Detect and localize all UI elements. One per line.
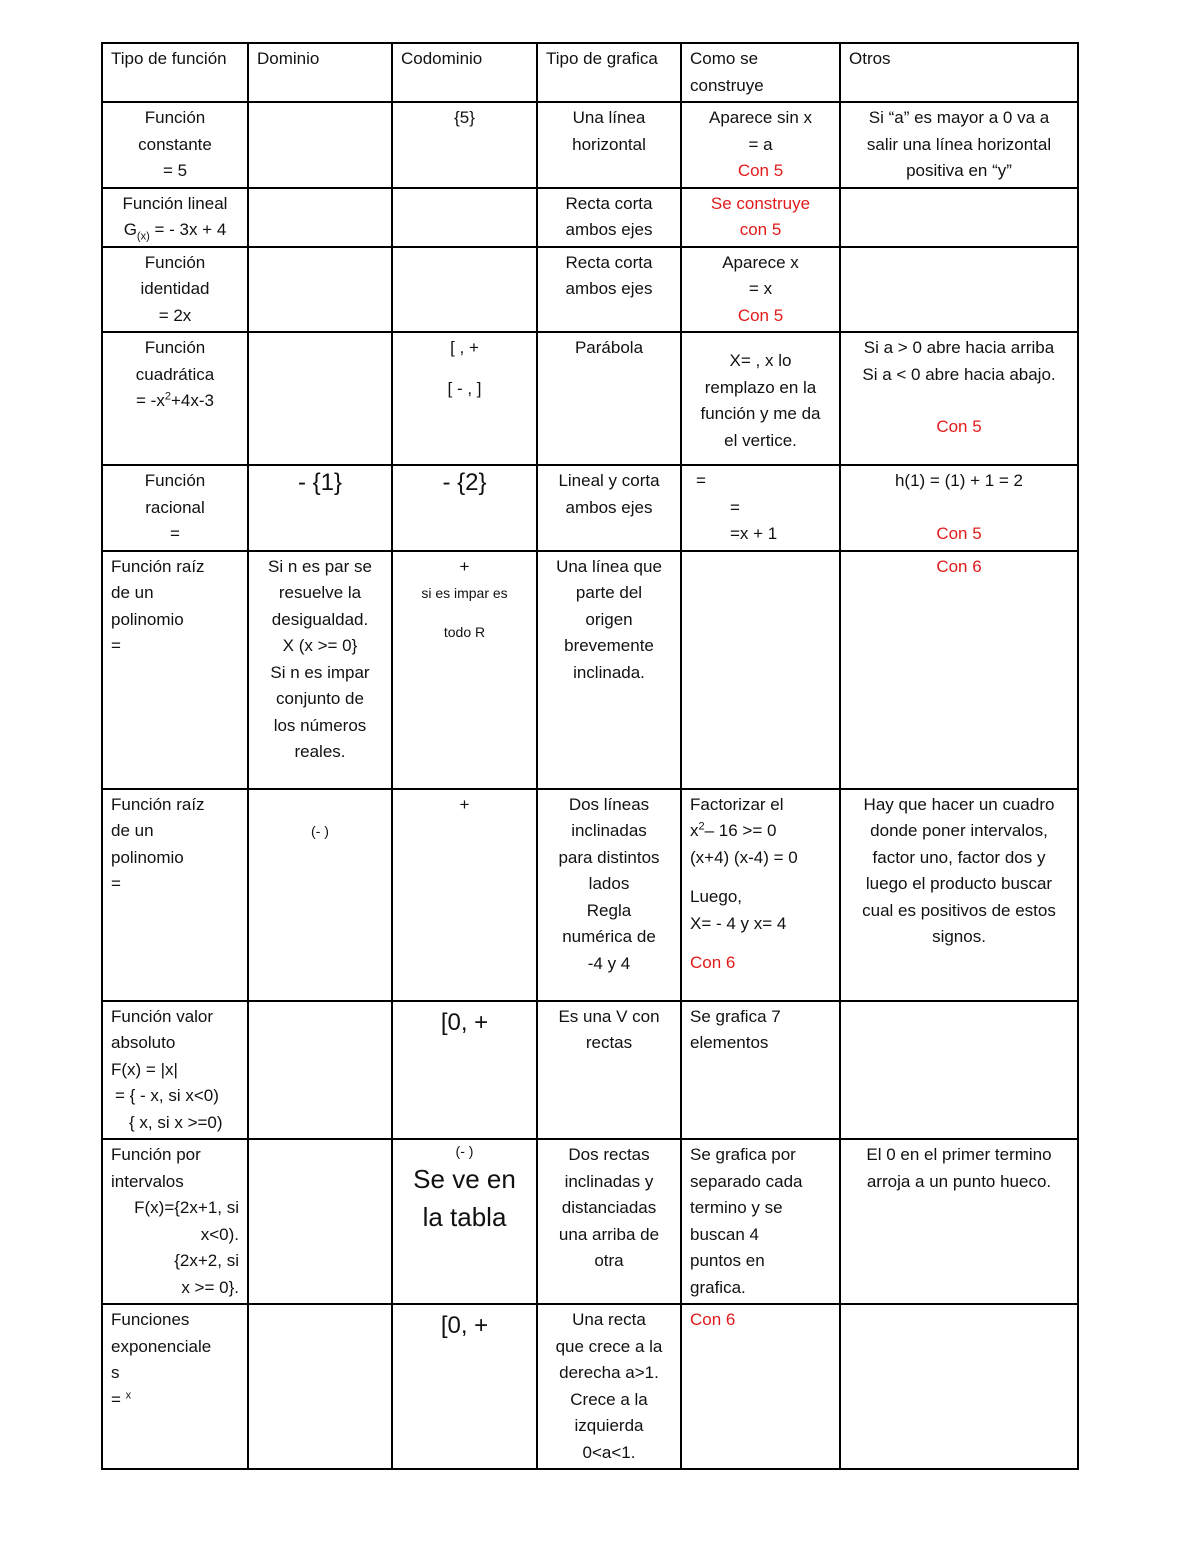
function-table <box>101 42 1079 1470</box>
cell-construye-constante <box>681 102 840 188</box>
text-line: numérica de <box>562 927 656 946</box>
text-line: (x+4) (x-4) = 0 <box>690 847 798 867</box>
cell-tipo-raiz1 <box>102 551 248 789</box>
cell-construye-raiz2 <box>681 789 840 1001</box>
text-line: brevemente <box>564 636 654 655</box>
cell-tipo-identidad <box>102 247 248 333</box>
cell-otros-cuadratica <box>840 332 1078 465</box>
text-line: Hay que hacer un cuadro <box>863 794 1055 814</box>
text-line: arroja a un punto hueco. <box>866 1171 1052 1191</box>
table-row <box>102 1001 1078 1140</box>
header-dominio: Dominio <box>248 43 392 102</box>
text-fragment: = -x <box>136 391 165 410</box>
text-line: exponenciale <box>111 1336 212 1356</box>
text-fragment: +4x-3 <box>170 391 214 410</box>
cell-construye-cuadratica <box>681 332 840 465</box>
table-row <box>102 551 1078 789</box>
text-line: s <box>111 1363 120 1382</box>
text-line: [ , + <box>450 338 479 357</box>
text-line: -4 y 4 <box>587 953 631 973</box>
header-tipo: Tipo de función <box>102 43 248 102</box>
text-line: Dos rectas <box>568 1145 650 1164</box>
text-line: = { - x, si x<0) <box>115 1086 219 1105</box>
text-line: Aparece x <box>722 252 799 272</box>
text-line: el vertice. <box>724 430 797 450</box>
text-line: derecha a>1. <box>559 1363 659 1382</box>
cell-dominio-raiz2 <box>248 789 392 1001</box>
table-row <box>102 188 1078 247</box>
text-line: cuadrática <box>135 364 215 384</box>
text-fragment: = <box>111 1389 126 1409</box>
text-line: X (x >= 0} <box>282 636 358 655</box>
text-line: = 5 <box>162 161 188 180</box>
text-line: Si “a” es mayor a 0 va a <box>868 108 1050 127</box>
cell-otros-constante <box>840 102 1078 188</box>
text-line: Función raíz <box>111 556 205 576</box>
text-line: polinomio <box>111 609 184 629</box>
text-line: Luego, <box>690 887 742 906</box>
cell-grafica-raiz2 <box>537 789 681 1001</box>
cell-grafica-lineal <box>537 188 681 247</box>
cell-grafica-absoluto <box>537 1001 681 1140</box>
text-line: puntos en <box>690 1251 765 1270</box>
cell-tipo-exponencial <box>102 1304 248 1469</box>
cell-construye-absoluto <box>681 1001 840 1140</box>
text-line: para distintos <box>558 847 660 867</box>
cell-codominio-identidad <box>392 247 537 333</box>
red-note: Con 5 <box>936 417 982 436</box>
text-line: X= - 4 y x= 4 <box>690 913 787 933</box>
text-line: { x, si x >=0) <box>129 1112 223 1132</box>
text-line <box>111 217 239 244</box>
superscript: x <box>125 1388 132 1401</box>
text-line: + <box>459 556 470 576</box>
text-line: identidad <box>140 279 210 298</box>
text-line: racional <box>145 497 205 517</box>
text-line: distanciadas <box>561 1198 657 1217</box>
text-line: Una línea que <box>556 556 662 576</box>
text-line: ambos ejes <box>565 497 653 517</box>
text-line: + <box>459 794 470 814</box>
text-line: Recta corta <box>565 252 653 272</box>
cell-codominio-racional <box>392 465 537 551</box>
cell-dominio-raiz1 <box>248 551 392 789</box>
text-line: que crece a la <box>555 1336 663 1356</box>
text-line: x<0). <box>200 1224 239 1244</box>
text-line: Se ve en <box>413 1164 516 1194</box>
text-line: todo R <box>443 623 486 640</box>
text-line: [0, + <box>440 1312 489 1339</box>
cell-tipo-constante <box>102 102 248 188</box>
cell-grafica-racional <box>537 465 681 551</box>
table-row <box>102 789 1078 1001</box>
text-line: Recta corta <box>565 193 653 213</box>
text-line: donde poner intervalos, <box>870 821 1048 840</box>
text-line: Se grafica por <box>690 1145 796 1164</box>
text-line: = <box>111 874 121 893</box>
cell-grafica-identidad <box>537 247 681 333</box>
text-fragment: G <box>123 220 137 239</box>
cell-dominio-lineal <box>248 188 392 247</box>
text-line: = <box>111 636 121 655</box>
red-note: Con 5 <box>737 305 784 325</box>
text-line: Función <box>144 252 206 272</box>
text-line: h(1) = (1) + 1 = 2 <box>894 471 1024 490</box>
text-line: los números <box>273 715 367 735</box>
text-line: una arriba de <box>558 1224 660 1244</box>
text-line: cual es positivos de estos <box>862 900 1056 920</box>
text-line: conjunto de <box>276 689 364 708</box>
text-line <box>111 1387 239 1414</box>
cell-codominio-lineal <box>392 188 537 247</box>
text-line: - {2} <box>442 469 487 496</box>
text-line: Función valor <box>111 1006 214 1026</box>
text-line: elementos <box>690 1033 769 1052</box>
cell-dominio-identidad <box>248 247 392 333</box>
text-line: si es impar es <box>421 585 508 601</box>
text-line <box>111 388 239 415</box>
text-line: Función <box>144 471 206 490</box>
text-line: = <box>170 524 180 543</box>
cell-grafica-raiz1 <box>537 551 681 789</box>
cell-construye-raiz1 <box>681 551 840 789</box>
text-line: la tabla <box>422 1202 507 1232</box>
cell-tipo-intervalos <box>102 1139 248 1304</box>
text-line: absoluto <box>111 1033 176 1052</box>
text-line: termino y se <box>690 1198 783 1217</box>
text-line: reales. <box>294 742 346 761</box>
text-line: x >= 0}. <box>181 1277 239 1297</box>
header-row <box>102 43 1078 102</box>
cell-tipo-cuadratica <box>102 332 248 465</box>
red-note: Se construye <box>710 193 811 213</box>
text-line: ambos ejes <box>565 279 653 298</box>
text-line: polinomio <box>111 847 184 867</box>
text-line: (- ) <box>311 822 329 839</box>
superscript: 2 <box>698 820 705 833</box>
text-line: Dos líneas <box>568 794 650 814</box>
header-construye: Como se construye <box>681 43 840 102</box>
text-line: positiva en “y” <box>906 161 1012 180</box>
cell-grafica-exponencial <box>537 1304 681 1469</box>
text-line: Función lineal <box>122 193 228 213</box>
text-line: Lineal y corta <box>558 471 660 490</box>
cell-codominio-raiz1 <box>392 551 537 789</box>
text-line: remplazo en la <box>704 377 817 397</box>
table-row <box>102 247 1078 333</box>
text-line: Si n es par se <box>268 556 372 576</box>
cell-construye-exponencial <box>681 1304 840 1469</box>
cell-codominio-exponencial <box>392 1304 537 1469</box>
cell-otros-lineal <box>840 188 1078 247</box>
cell-otros-exponencial <box>840 1304 1078 1469</box>
cell-construye-intervalos <box>681 1139 840 1304</box>
text-line: Se grafica 7 <box>690 1006 781 1026</box>
text-line: F(x)={2x+1, si <box>134 1198 239 1217</box>
table-row <box>102 1304 1078 1469</box>
superscript: 2 <box>164 390 171 403</box>
text-line: = x <box>748 279 773 298</box>
cell-otros-absoluto <box>840 1001 1078 1140</box>
red-note: con 5 <box>739 220 782 239</box>
text-line: Factorizar el <box>690 794 784 814</box>
cell-construye-lineal <box>681 188 840 247</box>
text-line: Función por <box>111 1145 201 1164</box>
text-fragment: x <box>690 821 699 840</box>
text-line: Si a < 0 abre hacia abajo. <box>862 364 1056 384</box>
text-line: inclinadas y <box>564 1171 654 1191</box>
table-row <box>102 102 1078 188</box>
red-note: Con 5 <box>737 161 784 180</box>
text-line: separado cada <box>690 1171 803 1191</box>
text-line: {5} <box>454 108 475 127</box>
cell-otros-racional <box>840 465 1078 551</box>
header-otros: Otros <box>840 43 1078 102</box>
text-line: función y me da <box>700 404 821 423</box>
text-line: 0<a<1. <box>582 1442 636 1462</box>
text-line: Función <box>144 338 206 357</box>
text-line: izquierda <box>574 1416 644 1435</box>
cell-construye-identidad <box>681 247 840 333</box>
cell-otros-identidad <box>840 247 1078 333</box>
text-line: X= , x lo <box>729 351 792 370</box>
header-grafica: Tipo de grafica <box>537 43 681 102</box>
text-line: origen <box>585 609 633 629</box>
red-note: Con 6 <box>690 953 736 972</box>
cell-dominio-absoluto <box>248 1001 392 1140</box>
text-line <box>690 818 831 845</box>
text-line: = a <box>748 134 773 154</box>
text-line: - {1} <box>297 469 343 496</box>
text-line: intervalos <box>111 1171 184 1191</box>
cell-dominio-cuadratica <box>248 332 392 465</box>
text-line: Una recta <box>572 1310 646 1329</box>
cell-grafica-constante <box>537 102 681 188</box>
text-line: inclinada. <box>573 662 645 682</box>
header-codominio: Codominio <box>392 43 537 102</box>
cell-grafica-cuadratica <box>537 332 681 465</box>
text-line: = <box>696 471 706 490</box>
cell-otros-raiz1 <box>840 551 1078 789</box>
text-fragment: = - 3x + 4 <box>149 220 227 239</box>
text-line: F(x) = |x| <box>111 1059 178 1079</box>
red-note: Con 6 <box>936 556 982 576</box>
text-line: Una línea <box>572 108 646 127</box>
cell-codominio-absoluto <box>392 1001 537 1140</box>
text-line: salir una línea horizontal <box>866 134 1052 154</box>
text-line: rectas <box>585 1033 633 1052</box>
text-line: constante <box>138 134 212 154</box>
text-line: (- ) <box>455 1143 474 1159</box>
text-line: desigualdad. <box>271 609 369 629</box>
cell-codominio-cuadratica <box>392 332 537 465</box>
cell-otros-intervalos <box>840 1139 1078 1304</box>
text-line: Es una V con <box>558 1006 660 1026</box>
text-line: lados <box>588 874 630 893</box>
cell-tipo-lineal <box>102 188 248 247</box>
cell-grafica-intervalos <box>537 1139 681 1304</box>
text-line: Regla <box>586 900 632 920</box>
cell-construye-racional <box>681 465 840 551</box>
text-line: buscan 4 <box>690 1224 759 1244</box>
cell-codominio-intervalos <box>392 1139 537 1304</box>
cell-dominio-intervalos <box>248 1139 392 1304</box>
text-line: Si n es impar <box>270 662 370 682</box>
text-line: ambos ejes <box>565 220 653 239</box>
text-line: Funciones <box>111 1310 190 1329</box>
text-line: =x + 1 <box>730 524 778 543</box>
red-note: Con 6 <box>690 1310 736 1329</box>
text-line: Crece a la <box>570 1389 648 1409</box>
text-line: de un <box>111 821 154 840</box>
text-line: luego el producto buscar <box>865 874 1053 893</box>
table-row <box>102 332 1078 465</box>
text-line: Función raíz <box>111 794 205 814</box>
text-line: Parábola <box>574 338 644 357</box>
cell-tipo-absoluto <box>102 1001 248 1140</box>
text-line: El 0 en el primer termino <box>866 1145 1052 1164</box>
text-fragment: – 16 >= 0 <box>704 821 777 840</box>
text-line: signos. <box>932 927 986 946</box>
cell-tipo-racional <box>102 465 248 551</box>
text-line: [0, + <box>440 1008 489 1036</box>
text-line: resuelve la <box>278 583 362 602</box>
text-line: {2x+2, si <box>174 1251 239 1270</box>
cell-codominio-raiz2 <box>392 789 537 1001</box>
cell-otros-raiz2 <box>840 789 1078 1001</box>
table-row <box>102 1139 1078 1304</box>
text-line: Aparece sin x <box>709 108 812 127</box>
text-line: parte del <box>575 583 643 602</box>
text-line: factor uno, factor dos y <box>872 847 1046 867</box>
text-line: grafica. <box>690 1277 746 1297</box>
text-line: = <box>730 497 740 517</box>
cell-dominio-constante <box>248 102 392 188</box>
table-row <box>102 465 1078 551</box>
text-line: inclinadas <box>571 821 647 840</box>
text-line: = 2x <box>158 305 192 325</box>
text-line: [ - , ] <box>447 378 482 398</box>
cell-dominio-exponencial <box>248 1304 392 1469</box>
cell-dominio-racional <box>248 465 392 551</box>
text-line: de un <box>111 583 154 602</box>
subscript: (x) <box>136 230 150 243</box>
text-line: otra <box>594 1251 624 1270</box>
cell-codominio-constante <box>392 102 537 188</box>
text-line: horizontal <box>572 134 646 154</box>
cell-tipo-raiz2 <box>102 789 248 1001</box>
red-note: Con 5 <box>936 523 982 543</box>
text-line: Si a > 0 abre hacia arriba <box>863 338 1055 357</box>
text-line: Función <box>144 108 206 127</box>
